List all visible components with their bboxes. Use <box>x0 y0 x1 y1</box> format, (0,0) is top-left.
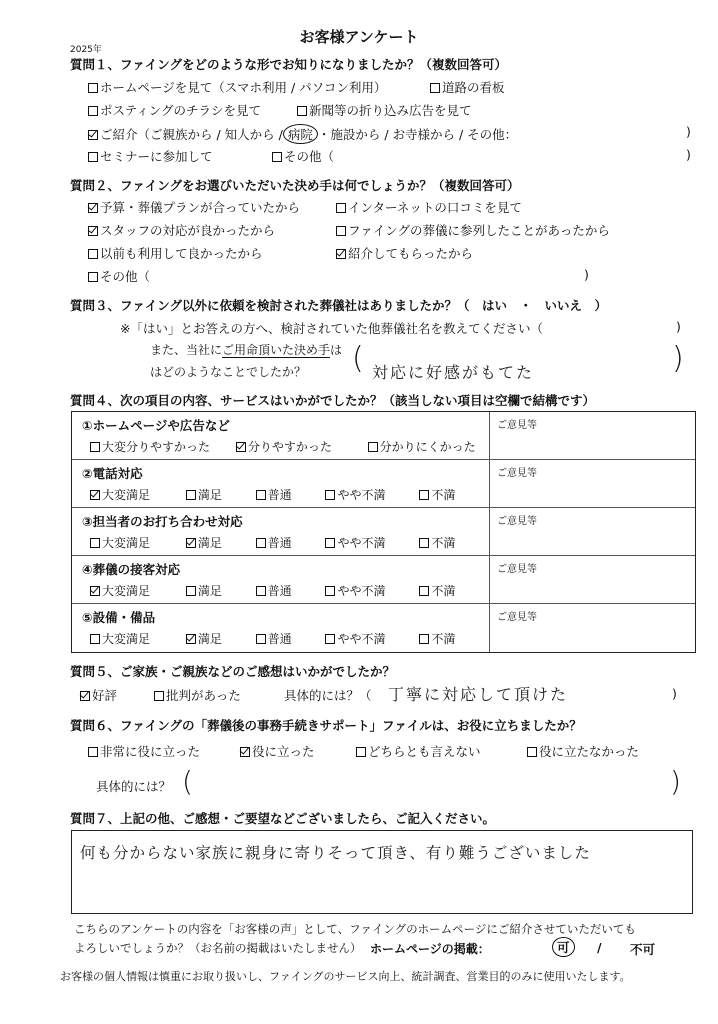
comment-label: ご意見等 <box>497 468 537 479</box>
checkbox[interactable] <box>256 586 266 596</box>
q4-option[interactable]: 普通 <box>256 630 322 647</box>
q1-opt-homepage[interactable]: ホームページを見て（スマホ利用 / パソコン利用） <box>88 78 386 96</box>
checkbox[interactable] <box>356 747 366 757</box>
checkbox[interactable] <box>336 226 346 236</box>
checkbox[interactable] <box>186 586 196 596</box>
q6-answer-field[interactable] <box>196 772 666 792</box>
checkbox[interactable] <box>368 442 378 452</box>
q2-close-paren: ) <box>584 267 589 282</box>
q4-option[interactable]: やや不満 <box>325 582 415 599</box>
q4-option[interactable]: 大変分りやすかった <box>90 438 232 455</box>
q4-option[interactable]: やや不満 <box>325 486 415 503</box>
checkbox[interactable] <box>419 634 429 644</box>
q4-label: 質問４、次の項目の内容、サービスはいかがでしたか？（該当しない項目は空欄で結構です） <box>70 393 596 408</box>
checkbox[interactable] <box>186 490 196 500</box>
q5-specific-label: 具体的には？（ <box>284 688 372 703</box>
q2-opt-other[interactable]: その他（ <box>88 267 150 285</box>
q4-row-1 <box>72 412 695 460</box>
q4-row-head: ③担当者のお打ち合わせ対応 <box>82 514 243 529</box>
q2-opt-before[interactable]: 以前も利用して良かったから <box>88 244 263 262</box>
publish-slash: / <box>597 940 602 955</box>
q1-opt-intro[interactable]: ご紹介（ご親族から / 知人から / 病院 ・施設から / お寺様から / その他： <box>88 124 517 144</box>
q4-option[interactable]: 分りやすかった <box>236 438 364 455</box>
q4-option[interactable]: 満足 <box>186 630 252 647</box>
q4-row-2 <box>72 460 695 508</box>
q2-opt-introduced[interactable]: 紹介してもらったから <box>336 244 473 262</box>
q4-option[interactable]: 満足 <box>186 534 252 551</box>
checkbox[interactable] <box>88 272 98 282</box>
q6-opt-very[interactable]: 非常に役に立った <box>88 742 200 760</box>
q2-label: 質問２、ファイングをお選びいただいた決め手は何でしょうか？（複数回答可） <box>70 178 520 193</box>
checkbox[interactable] <box>256 490 266 500</box>
q5-close-paren: ) <box>672 686 677 701</box>
publish-no[interactable]: 不可 <box>630 942 656 957</box>
q4-row-4 <box>72 556 695 604</box>
checkbox[interactable] <box>154 691 164 701</box>
checkbox[interactable] <box>297 106 307 116</box>
q1-label: 質問１、ファイングをどのような形でお知りになりましたか？（複数回答可） <box>70 57 508 72</box>
q1-close-paren: ) <box>686 124 691 139</box>
q4-option[interactable]: 普通 <box>256 534 322 551</box>
checkbox[interactable] <box>256 538 266 548</box>
checkbox[interactable] <box>88 747 98 757</box>
q4-option[interactable]: 大変満足 <box>90 534 182 551</box>
q4-option[interactable]: 大変満足 <box>90 486 182 503</box>
checkbox-checked[interactable] <box>240 747 250 757</box>
comment-label: ご意見等 <box>497 516 537 527</box>
checkbox-checked[interactable] <box>236 442 246 452</box>
q4-option[interactable]: 満足 <box>186 582 252 599</box>
checkbox[interactable] <box>419 538 429 548</box>
q4-option[interactable]: 満足 <box>186 486 252 503</box>
q3-answer[interactable]: 対応に好感がもてた <box>372 363 535 382</box>
comment-label: ご意見等 <box>497 612 537 623</box>
footer-consent-line1: こちらのアンケートの内容を「お客様の声」として、ファイングのホームページにご紹介させていただいても <box>74 922 636 936</box>
q1-opt-signboard[interactable]: 道路の看板 <box>430 78 505 96</box>
checkbox-checked[interactable] <box>90 490 100 500</box>
checkbox-checked[interactable] <box>186 538 196 548</box>
q3-line1: また、当社にご用命頂いた決め手は <box>150 343 343 357</box>
checkbox-checked[interactable] <box>88 130 98 140</box>
q1-opt-seminar[interactable]: セミナーに参加して <box>88 147 213 165</box>
checkbox[interactable] <box>256 634 266 644</box>
q4-option[interactable]: やや不満 <box>325 630 415 647</box>
checkbox-checked[interactable] <box>80 691 90 701</box>
q5-opt-criticism[interactable]: 批判があった <box>154 686 241 704</box>
checkbox[interactable] <box>88 106 98 116</box>
q7-answer-box[interactable] <box>71 830 693 914</box>
checkbox[interactable] <box>419 586 429 596</box>
checkbox[interactable] <box>325 490 335 500</box>
checkbox[interactable] <box>325 538 335 548</box>
q4-table <box>71 411 696 653</box>
q3-note: ※「はい」とお答えの方へ、検討されていた他葬儀社名を教えてください（ <box>120 321 543 336</box>
q5-answer[interactable]: 丁寧に対応して頂けた <box>388 685 569 704</box>
checkbox[interactable] <box>88 249 98 259</box>
q4-option[interactable]: 不満 <box>419 534 455 551</box>
publish-label: ホームページの掲載： <box>370 942 490 956</box>
q6-opt-neither[interactable]: どちらとも言えない <box>356 742 481 760</box>
checkbox-checked[interactable] <box>186 634 196 644</box>
checkbox-checked[interactable] <box>88 203 98 213</box>
q2-opt-internet[interactable]: インターネットの口コミを見て <box>336 198 522 216</box>
q1-other-close-paren: ) <box>686 147 691 162</box>
year-label: 2025年 <box>70 45 102 55</box>
checkbox[interactable] <box>90 538 100 548</box>
q6-answer-open: ( <box>182 765 193 798</box>
comment-label: ご意見等 <box>497 420 537 431</box>
q4-row-head: ⑤設備・備品 <box>82 610 156 625</box>
q2-opt-staff[interactable]: スタッフの対応が良かったから <box>88 221 275 239</box>
q6-specific-label: 具体的には？ <box>96 779 172 794</box>
q4-row-head: ①ホームページや広告など <box>82 418 230 433</box>
checkbox[interactable] <box>336 203 346 213</box>
checkbox[interactable] <box>325 634 335 644</box>
q1-opt-newspaper[interactable]: 新聞等の折り込み広告を見て <box>297 101 472 119</box>
q3-note-close: ) <box>676 319 681 334</box>
checkbox[interactable] <box>272 152 282 162</box>
q4-row-head: ②電話対応 <box>82 466 143 481</box>
q5-opt-good[interactable]: 好評 <box>80 686 117 704</box>
q1-opt-other[interactable]: その他（ <box>272 147 334 165</box>
q3-answer-close: ) <box>672 341 684 376</box>
page-title: お客様アンケート <box>299 28 419 46</box>
checkbox[interactable] <box>88 83 98 93</box>
q4-option[interactable]: 不満 <box>419 486 455 503</box>
comment-label: ご意見等 <box>497 564 537 575</box>
checkbox[interactable] <box>90 634 100 644</box>
footer-consent-line2: よろしいでしょうか？（お名前の掲載はいたしません） <box>74 941 362 955</box>
q4-option[interactable]: 大変満足 <box>90 582 182 599</box>
q5-label: 質問５、ご家族・ご親族などのご感想はいかがでしたか？ <box>70 664 396 679</box>
q4-option[interactable]: 分かりにくかった <box>368 438 476 455</box>
q4-option[interactable]: 不満 <box>419 630 455 647</box>
q2-opt-budget[interactable]: 予算・葬儀プランが合っていたから <box>88 198 300 216</box>
checkbox-checked[interactable] <box>88 226 98 236</box>
q4-option[interactable]: 普通 <box>256 486 322 503</box>
privacy-notice: お客様の個人情報は慎重にお取り扱いし、ファイングのサービス向上、統計調査、営業目的のみに使用いたします。 <box>60 970 631 983</box>
q6-answer-close: ) <box>670 765 681 798</box>
q3-line2: はどのようなことでしたか？ <box>150 365 307 379</box>
q6-opt-not[interactable]: 役に立たなかった <box>527 742 639 760</box>
q4-option[interactable]: 大変満足 <box>90 630 182 647</box>
q4-option[interactable]: 普通 <box>256 582 322 599</box>
q7-label: 質問７、上記の他、ご感想・ご要望などございましたら、ご記入ください。 <box>70 811 496 826</box>
checkbox[interactable] <box>88 152 98 162</box>
q6-opt-useful[interactable]: 役に立った <box>240 742 315 760</box>
checkbox[interactable] <box>90 442 100 452</box>
q3-answer-open: ( <box>352 341 364 376</box>
q4-option[interactable]: 不満 <box>419 582 455 599</box>
publish-yes-circled[interactable]: 可 <box>552 937 575 957</box>
q4-row-3 <box>72 508 695 556</box>
q6-label: 質問６、ファイングの「葬儀後の事務手続きサポート」ファイルは、お役に立ちましたか？ <box>70 718 582 733</box>
q1-opt-posting[interactable]: ポスティングのチラシを見て <box>88 101 261 119</box>
circled-hospital: 病院 <box>283 124 318 144</box>
q4-option[interactable]: やや不満 <box>325 534 415 551</box>
q4-row-5 <box>72 604 695 652</box>
checkbox-checked[interactable] <box>90 586 100 596</box>
q7-answer: 何も分からない家族に親身に寄りそって頂き、有り難うございました <box>80 844 591 862</box>
checkbox-checked[interactable] <box>336 249 346 259</box>
checkbox[interactable] <box>430 83 440 93</box>
checkbox[interactable] <box>527 747 537 757</box>
q3-label: 質問３、ファイング以外に依頼を検討された葬儀社はありましたか？（ はい ・ いいえ ） <box>70 298 608 313</box>
checkbox[interactable] <box>325 586 335 596</box>
checkbox[interactable] <box>419 490 429 500</box>
q2-opt-attended[interactable]: ファイングの葬儀に参列したことがあったから <box>336 221 610 239</box>
q4-row-head: ④葬儀の接客対応 <box>82 562 181 577</box>
